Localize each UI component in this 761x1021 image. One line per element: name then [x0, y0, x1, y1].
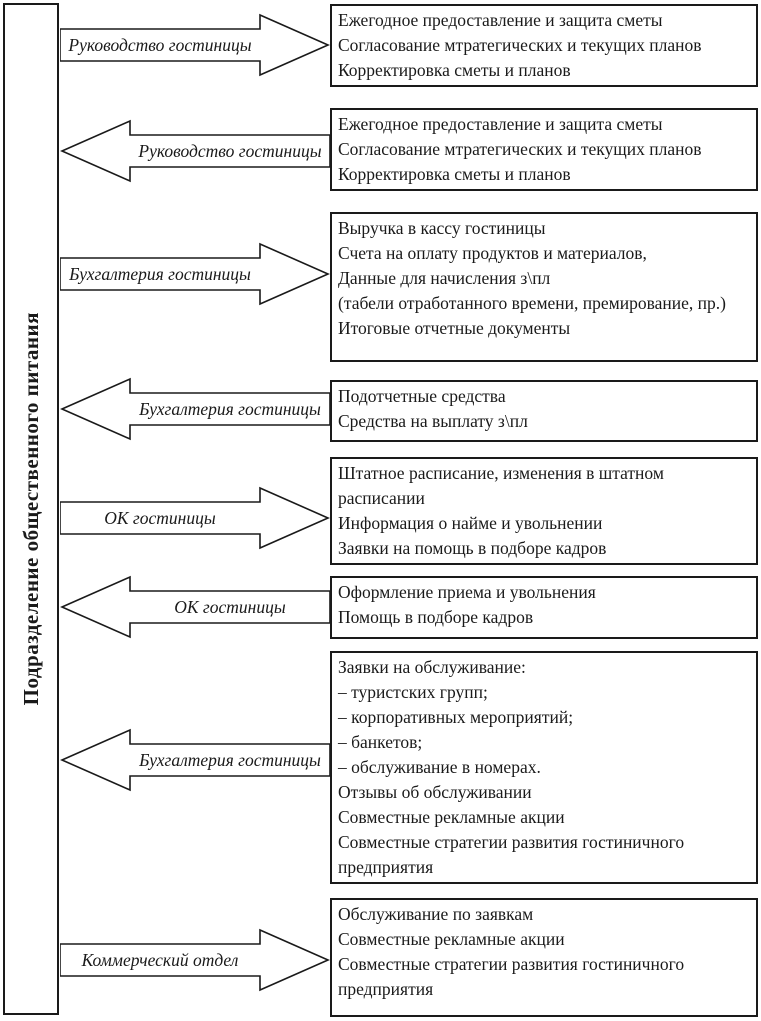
info-box: Штатное расписание, изменения в штатном расписании Информация о найме и увольнении Заявки на помощь в подборе кадров: [330, 457, 758, 565]
sidebar-title: Подразделение общественного питания: [18, 312, 43, 706]
info-box: Заявки на обслуживание: – туристских групп; – корпоративных мероприятий; – банкетов; – обслуживание в номерах. Отзывы об обслуживании Совместные рекламные акции Совместные стратегии развития гостиничного предприятия: [330, 651, 758, 884]
info-box: Выручка в кассу гостиницы Счета на оплату продуктов и материалов, Данные для начисления з\пл (табели отработанного времени, премирование, пр.) Итоговые отчетные документы: [330, 212, 758, 362]
info-box: Оформление приема и увольнения Помощь в подборе кадров: [330, 576, 758, 639]
sidebar-division-box: [3, 3, 59, 1015]
arrow-label: Руководство гостиницы: [138, 141, 322, 161]
arrow-label: Бухгалтерия гостиницы: [139, 399, 321, 419]
arrow-label: Бухгалтерия гостиницы: [69, 264, 251, 284]
info-box: Ежегодное предоставление и защита сметы Согласование мтратегических и текущих планов Корректировка сметы и планов: [330, 108, 758, 191]
arrow-label: Руководство гостиницы: [68, 35, 252, 55]
arrow-label: ОК гостиницы: [104, 508, 216, 528]
arrow-label: ОК гостиницы: [174, 597, 286, 617]
arrow-label: Коммерческий отдел: [81, 950, 239, 970]
arrow-label: Бухгалтерия гостиницы: [139, 750, 321, 770]
info-box: Подотчетные средства Средства на выплату з\пл: [330, 380, 758, 442]
info-box: Обслуживание по заявкам Совместные рекламные акции Совместные стратегии развития гостиничного предприятия: [330, 898, 758, 1017]
info-box: Ежегодное предоставление и защита сметы Согласование мтратегических и текущих планов Корректировка сметы и планов: [330, 4, 758, 87]
